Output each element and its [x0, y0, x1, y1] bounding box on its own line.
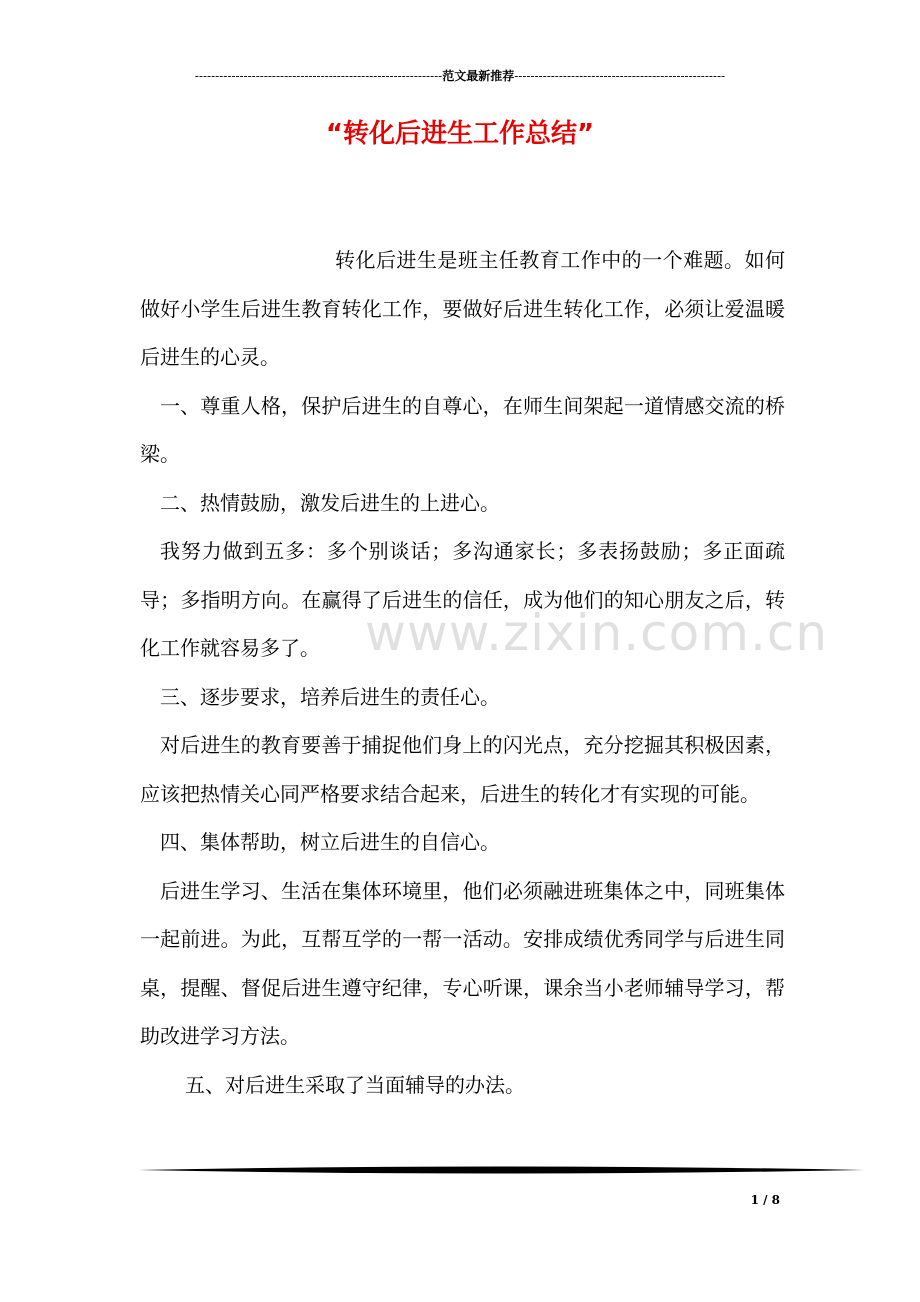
header-dashes-left: ------------------------------------------------------------- [194, 69, 443, 83]
paragraph-heading-1: 一、尊重人格，保护后进生的自尊心，在师生间架起一道情感交流的桥梁。 [140, 393, 785, 466]
paragraph-body-2: 我努力做到五多：多个别谈话；多沟通家长；多表扬鼓励；多正面疏导；多指明方向。在赢得了后进生的信任，成为他们的知心朋友之后，转化工作就容易多了。 [140, 539, 785, 660]
document-body [140, 236, 785, 1109]
watermark: www.zixin.com.cn [365, 604, 829, 662]
page-header [140, 68, 780, 84]
paragraph-heading-2: 二、热情鼓励，激发后进生的上进心。 [160, 490, 500, 515]
page-number: 1 / 8 [750, 1193, 780, 1207]
footer-rule [138, 1164, 864, 1176]
header-dashes-right: ---------------------------------------------------- [514, 69, 726, 83]
paragraph-heading-3: 三、逐步要求，培养后进生的责任心。 [160, 684, 500, 709]
document-title: “转化后进生工作总结” [325, 119, 595, 149]
paragraph-heading-4: 四、集体帮助，树立后进生的自信心。 [160, 830, 500, 854]
paragraph-body-4: 后进生学习、生活在集体环境里，他们必须融进班集体之中，同班集体一起前进。为此，互帮互学的一帮一活动。安排成绩优秀同学与后进生同桌，提醒、督促后进生遵守纪律，专心听课，课余当小老师辅导学习，帮助改进学习方法。 [140, 878, 785, 1048]
paragraph-intro: 转化后进生是班主任教育工作中的一个难题。如何做好小学生后进生教育转化工作，要做好后进生转化工作，必须让爱温暖后进生的心灵。 [140, 248, 785, 369]
paragraph-body-3: 对后进生的教育要善于捕捉他们身上的闪光点，充分挖掘其积极因素，应该把热情关心同严格要求结合起来，后进生的转化才有实现的可能。 [140, 733, 785, 806]
paragraph-heading-5: 五、对后进生采取了当面辅导的办法。 [185, 1072, 525, 1097]
header-label: 范文最新推荐 [442, 69, 515, 83]
